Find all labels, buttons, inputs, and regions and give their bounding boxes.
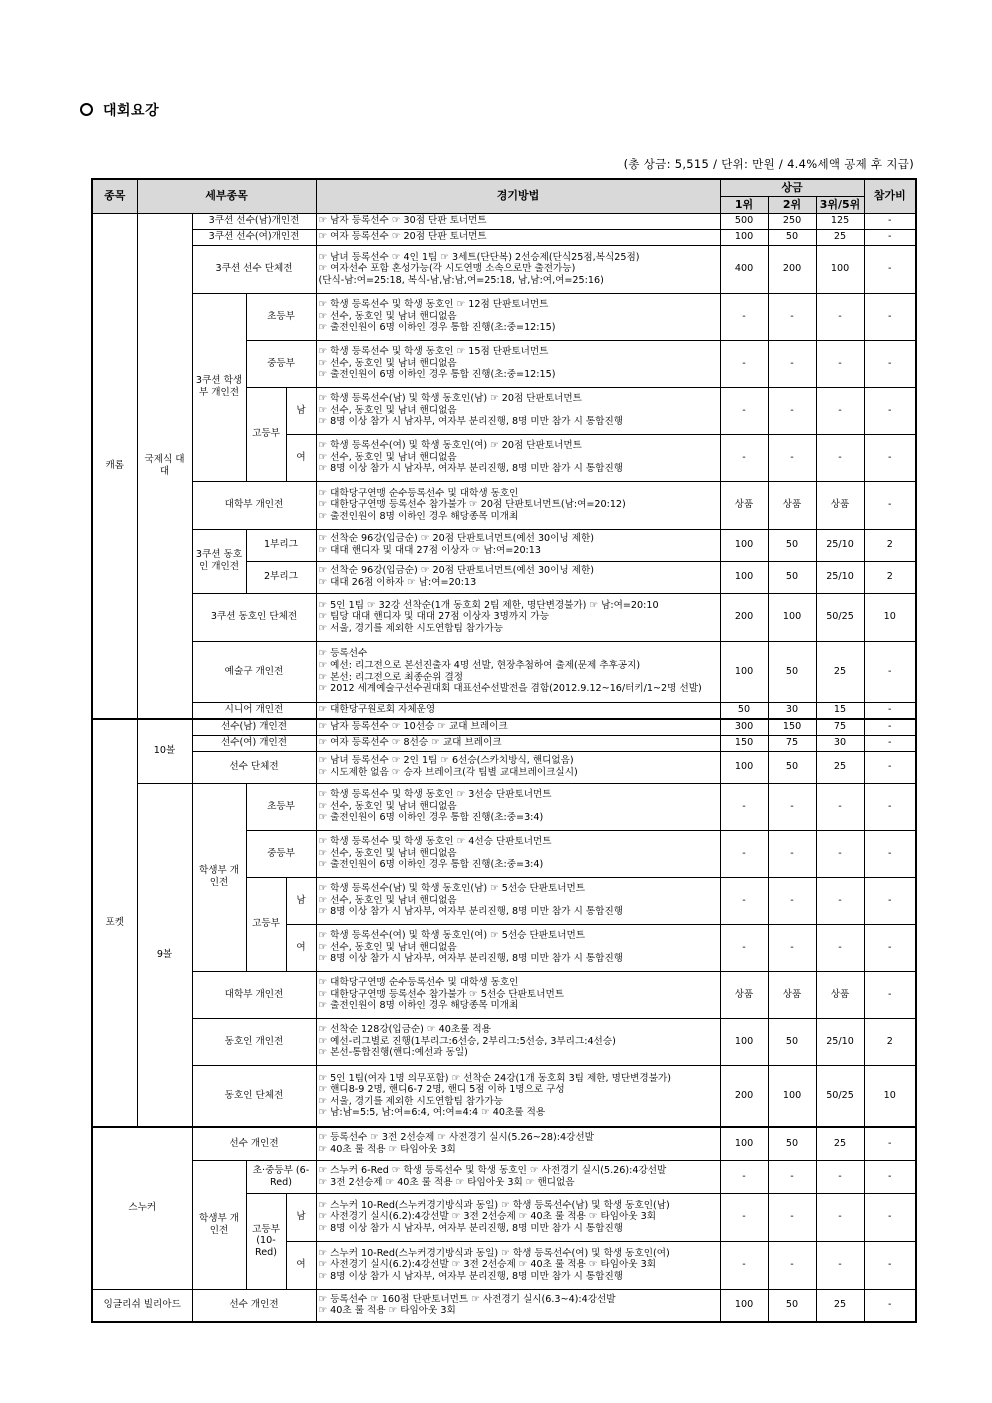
prize-2nd: 100: [768, 1065, 816, 1127]
sport-english-billiards: 잉글리쉬 빌리아드: [92, 1289, 192, 1322]
prize-1st: -: [720, 293, 768, 340]
prize-3rd: 50/25: [816, 593, 864, 641]
event-row: 선수(남) 개인전: [192, 719, 316, 735]
fee-cell: -: [864, 783, 916, 830]
prize-2nd: 50: [768, 1127, 816, 1160]
section-title-text: 대회요강: [103, 103, 160, 119]
prize-1st: 500: [720, 213, 768, 229]
prize-3rd: -: [816, 293, 864, 340]
method-cell: ☞ 남자 등록선수 ☞ 30점 단판 토너먼트: [316, 213, 720, 229]
sub-10ball: 10볼: [137, 719, 192, 783]
prize-3rd: 25/10: [816, 529, 864, 561]
prize-1st: 100: [720, 529, 768, 561]
event-row: 선수 개인전: [192, 1127, 316, 1160]
method-cell: ☞ 스누커 10-Red(스누커경기방식과 동일) ☞ 학생 등록선수(여) 및 학생 동호인(여) ☞ 사전경기 실시(6.2):4강선발 ☞ 3전 2선승제 ☞ 40초 룰 적용 ☞ 타임아웃 3회 ☞ 8명 이상 참가 시 남자부, 여자부 분리진행, 8명 미만 참가 시 통합진행: [316, 1241, 720, 1289]
prize-2nd: 50: [768, 641, 816, 702]
method-cell: ☞ 등록선수 ☞ 예선: 리그전으로 본선진출자 4명 선발, 현장추첨하여 출제(문제 추후공지) ☞ 본선: 리그전으로 최종순위 결정 ☞ 2012 세계예술구선수권대회 대표선수선발전을 겸함(2012.9.12~16/터키/1~2명 선발): [316, 641, 720, 702]
prize-2nd: 50: [768, 1018, 816, 1065]
method-cell: ☞ 학생 등록선수 및 학생 동호인 ☞ 3선승 단판토너먼트 ☞ 선수, 동호인 및 남녀 핸디없음 ☞ 출전인원이 6명 이하인 경우 통합 진행(초:중=3:4): [316, 783, 720, 830]
fee-cell: 2: [864, 1018, 916, 1065]
sub-mid: 중등부: [246, 830, 316, 877]
event-row: 동호인 개인전: [192, 1018, 316, 1065]
fee-cell: -: [864, 229, 916, 245]
prize-1st: -: [720, 830, 768, 877]
sub-intl: 국제식 대대: [137, 213, 192, 719]
fee-cell: -: [864, 1241, 916, 1289]
method-cell: ☞ 대학당구연맹 순수등록선수 및 대학생 동호인 ☞ 대한당구연맹 등록선수 참가불가 ☞ 20점 단판토너먼트(남:여=20:12) ☞ 출전인원이 8명 이하인 경우 해당종목 미개최: [316, 481, 720, 529]
sub-9ball: 9볼: [137, 783, 192, 1127]
method-cell: ☞ 학생 등록선수(남) 및 학생 동호인(남) ☞ 5선승 단판토너먼트 ☞ 선수, 동호인 및 남녀 핸디없음 ☞ 8명 이상 참가 시 남자부, 여자부 분리진행, 8명 미만 참가 시 통합진행: [316, 877, 720, 924]
header-1st: 1위: [720, 196, 768, 213]
fee-cell: -: [864, 481, 916, 529]
method-cell: ☞ 학생 등록선수 및 학생 동호인 ☞ 15점 단판토너먼트 ☞ 선수, 동호인 및 남녀 핸디없음 ☞ 출전인원이 6명 이하인 경우 통합 진행(초:중=12:15): [316, 340, 720, 387]
prize-1st: -: [720, 1241, 768, 1289]
prize-2nd: -: [768, 1160, 816, 1193]
fee-cell: 10: [864, 593, 916, 641]
prize-1st: 50: [720, 702, 768, 719]
event-row: 선수(여) 개인전: [192, 735, 316, 751]
fee-cell: -: [864, 719, 916, 735]
section-title: [80, 100, 159, 120]
prize-1st: 150: [720, 735, 768, 751]
sub-high: 고등부: [246, 387, 286, 481]
prize-2nd: -: [768, 1193, 816, 1241]
prize-2nd: -: [768, 293, 816, 340]
sub-female: 여: [286, 1241, 316, 1289]
prize-2nd: -: [768, 924, 816, 971]
fee-cell: -: [864, 387, 916, 434]
prize-2nd: -: [768, 830, 816, 877]
sub-male: 남: [286, 387, 316, 434]
prize-1st: 상품: [720, 481, 768, 529]
prize-2nd: 30: [768, 702, 816, 719]
prize-2nd: 100: [768, 593, 816, 641]
event-row: 선수 개인전: [192, 1289, 316, 1322]
prize-3rd: -: [816, 1193, 864, 1241]
event-row: 예술구 개인전: [192, 641, 316, 702]
fee-cell: -: [864, 213, 916, 229]
sub-female: 여: [286, 434, 316, 481]
sub-3c-club: 3쿠션 동호인 개인전: [192, 529, 246, 593]
prize-3rd: 15: [816, 702, 864, 719]
prize-2nd: -: [768, 387, 816, 434]
prize-1st: 100: [720, 1289, 768, 1322]
fee-cell: -: [864, 924, 916, 971]
method-cell: ☞ 선착순 128강(입금순) ☞ 40초룰 적용 ☞ 예선-리그별로 진행(1부리그:6선승, 2부리그:5선승, 3부리그:4선승) ☞ 본선-통합진행(핸디:예선과 동일): [316, 1018, 720, 1065]
event-row: 시니어 개인전: [192, 702, 316, 719]
sub-3c-student: 3쿠션 학생부 개인전: [192, 293, 246, 481]
prize-3rd: 25: [816, 641, 864, 702]
sub-elem: 초등부: [246, 783, 316, 830]
prize-3rd: 75: [816, 719, 864, 735]
event-row: 선수 단체전: [192, 751, 316, 783]
fee-cell: -: [864, 971, 916, 1018]
prize-1st: 300: [720, 719, 768, 735]
prize-1st: 200: [720, 593, 768, 641]
prize-3rd: 25/10: [816, 561, 864, 593]
event-row: 대학부 개인전: [192, 971, 316, 1018]
header-2nd: 2위: [768, 196, 816, 213]
sub-elem: 초등부: [246, 293, 316, 340]
prize-3rd: -: [816, 783, 864, 830]
fee-cell: -: [864, 293, 916, 340]
prize-1st: -: [720, 877, 768, 924]
event-row: 3쿠션 선수(여)개인전: [192, 229, 316, 245]
circle-bullet-icon: [80, 103, 93, 116]
prize-2nd: 75: [768, 735, 816, 751]
prize-2nd: 200: [768, 245, 816, 293]
sport-snooker: 스누커: [92, 1127, 192, 1289]
event-row: 3쿠션 동호인 단체전: [192, 593, 316, 641]
prize-2nd: 50: [768, 529, 816, 561]
prize-1st: -: [720, 340, 768, 387]
sport-pocket: 포켓: [92, 719, 137, 1127]
event-row: 3쿠션 선수 단체전: [192, 245, 316, 293]
prize-1st: -: [720, 1160, 768, 1193]
method-cell: ☞ 대한당구원로회 자체운영: [316, 702, 720, 719]
prize-1st: 100: [720, 641, 768, 702]
header-fee: 참가비: [864, 179, 916, 213]
prize-2nd: -: [768, 783, 816, 830]
prize-1st: 200: [720, 1065, 768, 1127]
method-cell: ☞ 대학당구연맹 순수등록선수 및 대학생 동호인 ☞ 대한당구연맹 등록선수 참가불가 ☞ 5선승 단판토너먼트 ☞ 출전인원이 8명 이하인 경우 해당종목 미개최: [316, 971, 720, 1018]
prize-3rd: 30: [816, 735, 864, 751]
sub-snooker-high: 고등부 (10-Red): [246, 1193, 286, 1289]
prize-1st: 100: [720, 751, 768, 783]
method-cell: ☞ 남녀 등록선수 ☞ 4인 1팀 ☞ 3세트(단단복) 2선승제(단식25점,복식25점) ☞ 여자선수 포함 혼성가능(각 시도연맹 소속으로만 출전가능) (단식-남:여=25:18, 복식-남,남:남,여=25:18, 남,남:여,여=25:16): [316, 245, 720, 293]
fee-cell: -: [864, 1289, 916, 1322]
header-method: 경기방법: [316, 179, 720, 213]
prize-2nd: -: [768, 877, 816, 924]
fee-cell: -: [864, 1127, 916, 1160]
sub-mid: 중등부: [246, 340, 316, 387]
header-prize: 상금: [720, 179, 864, 196]
prize-1st: -: [720, 924, 768, 971]
method-cell: ☞ 학생 등록선수 및 학생 동호인 ☞ 4선승 단판토너먼트 ☞ 선수, 동호인 및 남녀 핸디없음 ☞ 출전인원이 6명 이하인 경우 통합 진행(초:중=3:4): [316, 830, 720, 877]
prize-3rd: 25/10: [816, 1018, 864, 1065]
prize-note: (총 상금: 5,515 / 단위: 만원 / 4.4%세액 공제 후 지급): [623, 157, 914, 171]
prize-3rd: 25: [816, 1127, 864, 1160]
prize-3rd: 상품: [816, 971, 864, 1018]
prize-1st: 상품: [720, 971, 768, 1018]
method-cell: ☞ 선착순 96강(입금순) ☞ 20점 단판토너먼트(예선 30이닝 제한) ☞ 대대 핸디자 및 대대 27점 이상자 ☞ 남:여=20:13: [316, 529, 720, 561]
prize-3rd: -: [816, 340, 864, 387]
fee-cell: 2: [864, 561, 916, 593]
prize-3rd: 100: [816, 245, 864, 293]
prize-1st: -: [720, 1193, 768, 1241]
prize-3rd: -: [816, 387, 864, 434]
fee-cell: 10: [864, 1065, 916, 1127]
prize-1st: 100: [720, 1127, 768, 1160]
prize-1st: 100: [720, 561, 768, 593]
prize-1st: -: [720, 387, 768, 434]
method-cell: ☞ 등록선수 ☞ 3전 2선승제 ☞ 사전경기 실시(5.26~28):4강선발 ☞ 40초 룰 적용 ☞ 타임아웃 3회: [316, 1127, 720, 1160]
method-cell: ☞ 등록선수 ☞ 160점 단판토너먼트 ☞ 사전경기 실시(6.3~4):4강선발 ☞ 40초 룰 적용 ☞ 타임아웃 3회: [316, 1289, 720, 1322]
sub-female: 여: [286, 924, 316, 971]
fee-cell: 2: [864, 529, 916, 561]
sub-league1: 1부리그: [246, 529, 316, 561]
prize-3rd: -: [816, 830, 864, 877]
prize-3rd: 25: [816, 1289, 864, 1322]
prize-1st: 100: [720, 1018, 768, 1065]
sub-high: 고등부: [246, 877, 286, 971]
prize-2nd: -: [768, 1241, 816, 1289]
prize-2nd: 150: [768, 719, 816, 735]
method-cell: ☞ 남녀 등록선수 ☞ 2인 1팀 ☞ 6선승(스카치방식, 핸디없음) ☞ 시도제한 없음 ☞ 승자 브레이크(각 팀별 교대브레이크실시): [316, 751, 720, 783]
fee-cell: -: [864, 877, 916, 924]
fee-cell: -: [864, 702, 916, 719]
sub-male: 남: [286, 877, 316, 924]
prize-3rd: -: [816, 1160, 864, 1193]
method-cell: ☞ 학생 등록선수(여) 및 학생 동호인(여) ☞ 20점 단판토너먼트 ☞ 선수, 동호인 및 남녀 핸디없음 ☞ 8명 이상 참가 시 남자부, 여자부 분리진행, 8명 미만 참가 시 통합진행: [316, 434, 720, 481]
prize-3rd: 25: [816, 751, 864, 783]
event-row: 3쿠션 선수(남)개인전: [192, 213, 316, 229]
prize-2nd: 50: [768, 561, 816, 593]
fee-cell: -: [864, 641, 916, 702]
method-cell: ☞ 5인 1팀 ☞ 32강 선착순(1개 동호회 2팀 제한, 명단변경불가) ☞ 남:여=20:10 ☞ 팀당 대대 핸디자 및 대대 27점 이상자 3명까지 가능 ☞ 서울, 경기를 제외한 시도연합팀 참가가능: [316, 593, 720, 641]
fee-cell: -: [864, 245, 916, 293]
prize-2nd: 50: [768, 229, 816, 245]
fee-cell: -: [864, 1160, 916, 1193]
competition-table: [91, 178, 917, 1323]
header-3rd5th: 3위/5위: [816, 196, 864, 213]
prize-2nd: -: [768, 434, 816, 481]
method-cell: ☞ 여자 등록선수 ☞ 8선승 ☞ 교대 브레이크: [316, 735, 720, 751]
method-cell: ☞ 5인 1팀(여자 1명 의무포함) ☞ 선착순 24강(1개 동호회 3팀 제한, 명단변경불가) ☞ 핸디8-9 2명, 핸디6-7 2명, 핸디 5점 이하 1명으로 구성 ☞ 서울, 경기를 제외한 시도연합팀 참가가능 ☞ 남:남=5:5, 남:여=6:4, 여:여=4:4 ☞ 40초룰 적용: [316, 1065, 720, 1127]
sub-student: 학생부 개인전: [192, 783, 246, 971]
prize-3rd: 50/25: [816, 1065, 864, 1127]
method-cell: ☞ 학생 등록선수(남) 및 학생 동호인(남) ☞ 20점 단판토너먼트 ☞ 선수, 동호인 및 남녀 핸디없음 ☞ 8명 이상 참가 시 남자부, 여자부 분리진행, 8명 미만 참가 시 통합진행: [316, 387, 720, 434]
header-sport: 종목: [92, 179, 137, 213]
prize-1st: 400: [720, 245, 768, 293]
prize-2nd: 50: [768, 1289, 816, 1322]
prize-3rd: 25: [816, 229, 864, 245]
prize-1st: -: [720, 434, 768, 481]
fee-cell: -: [864, 1193, 916, 1241]
prize-3rd: -: [816, 1241, 864, 1289]
event-row: 동호인 단체전: [192, 1065, 316, 1127]
method-cell: ☞ 스누커 6-Red ☞ 학생 등록선수 및 학생 동호인 ☞ 사전경기 실시(5.26):4강선발 ☞ 3전 2선승제 ☞ 40초 룰 적용 ☞ 타임아웃 3회 ☞ 핸디없음: [316, 1160, 720, 1193]
header-subsport: 세부종목: [137, 179, 316, 213]
prize-2nd: 상품: [768, 971, 816, 1018]
prize-2nd: 50: [768, 751, 816, 783]
fee-cell: -: [864, 340, 916, 387]
prize-1st: 100: [720, 229, 768, 245]
prize-3rd: 상품: [816, 481, 864, 529]
prize-3rd: -: [816, 924, 864, 971]
prize-2nd: 상품: [768, 481, 816, 529]
prize-3rd: 125: [816, 213, 864, 229]
method-cell: ☞ 스누커 10-Red(스누커경기방식과 동일) ☞ 학생 등록선수(남) 및 학생 동호인(남) ☞ 사전경기 실시(6.2):4강선발 ☞ 3전 2선승제 ☞ 40초 룰 적용 ☞ 타임아웃 3회 ☞ 8명 이상 참가 시 남자부, 여자부 분리진행, 8명 미만 참가 시 통합진행: [316, 1193, 720, 1241]
method-cell: ☞ 선착순 96강(입금순) ☞ 20점 단판토너먼트(예선 30이닝 제한) ☞ 대대 26점 이하자 ☞ 남:여=20:13: [316, 561, 720, 593]
method-cell: ☞ 학생 등록선수(여) 및 학생 동호인(여) ☞ 5선승 단판토너먼트 ☞ 선수, 동호인 및 남녀 핸디없음 ☞ 8명 이상 참가 시 남자부, 여자부 분리진행, 8명 미만 참가 시 통합진행: [316, 924, 720, 971]
fee-cell: -: [864, 751, 916, 783]
prize-3rd: -: [816, 434, 864, 481]
prize-1st: -: [720, 783, 768, 830]
sub-male: 남: [286, 1193, 316, 1241]
method-cell: ☞ 남자 등록선수 ☞ 10선승 ☞ 교대 브레이크: [316, 719, 720, 735]
prize-2nd: 250: [768, 213, 816, 229]
method-cell: ☞ 학생 등록선수 및 학생 동호인 ☞ 12점 단판토너먼트 ☞ 선수, 동호인 및 남녀 핸디없음 ☞ 출전인원이 6명 이하인 경우 통합 진행(초:중=12:15): [316, 293, 720, 340]
fee-cell: -: [864, 434, 916, 481]
fee-cell: -: [864, 830, 916, 877]
sub-student: 학생부 개인전: [192, 1160, 246, 1289]
sub-snooker-elem: 초·중등부 (6-Red): [246, 1160, 316, 1193]
fee-cell: -: [864, 735, 916, 751]
sub-league2: 2부리그: [246, 561, 316, 593]
method-cell: ☞ 여자 등록선수 ☞ 20점 단판 토너먼트: [316, 229, 720, 245]
prize-3rd: -: [816, 877, 864, 924]
sport-carom: 캐롬: [92, 213, 137, 719]
prize-2nd: -: [768, 340, 816, 387]
event-row: 대학부 개인전: [192, 481, 316, 529]
